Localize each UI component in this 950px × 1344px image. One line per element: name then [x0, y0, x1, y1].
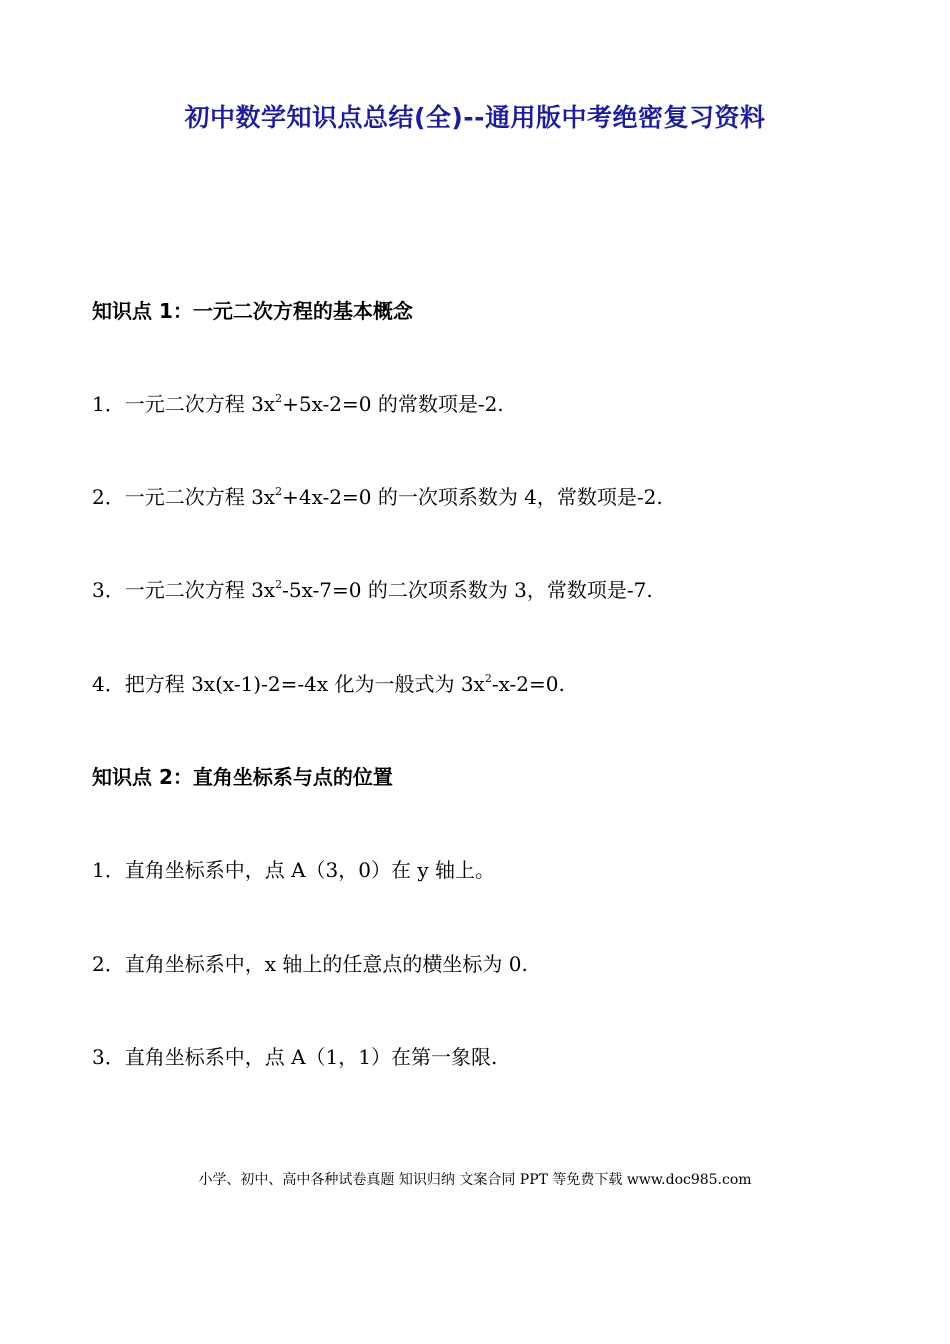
section-heading-2: 知识点 2：直角坐标系与点的位置 [92, 765, 393, 789]
list-item: 1．直角坐标系中，点 A（3，0）在 y 轴上。 [92, 858, 495, 882]
section-heading-1: 知识点 1：一元二次方程的基本概念 [92, 299, 413, 323]
list-item: 1．一元二次方程 $3x^2+5x-2=0$ 的常数项是-2. [92, 392, 504, 416]
list-item: 3．直角坐标系中，点 A（1，1）在第一象限. [92, 1045, 498, 1069]
list-item: 4．把方程 3x(x-1)-2=-4x 化为一般式为 $3x^2-x-2=0$. [92, 672, 565, 696]
page-footer: 小学、初中、高中各种试卷真题 知识归纳 文案合同 PPT 等免费下载 www.doc985.com [198, 1172, 752, 1188]
page-title: 初中数学知识点总结(全)--通用版中考绝密复习资料 [184, 103, 766, 132]
list-item: 2．一元二次方程 $3x^2+4x-2=0$ 的一次项系数为 4，常数项是-2. [92, 485, 663, 509]
list-item: 3．一元二次方程 $3x^2-5x-7=0$ 的二次项系数为 3，常数项是-7. [92, 578, 653, 602]
list-item: 2．直角坐标系中，x 轴上的任意点的横坐标为 0. [92, 952, 528, 976]
